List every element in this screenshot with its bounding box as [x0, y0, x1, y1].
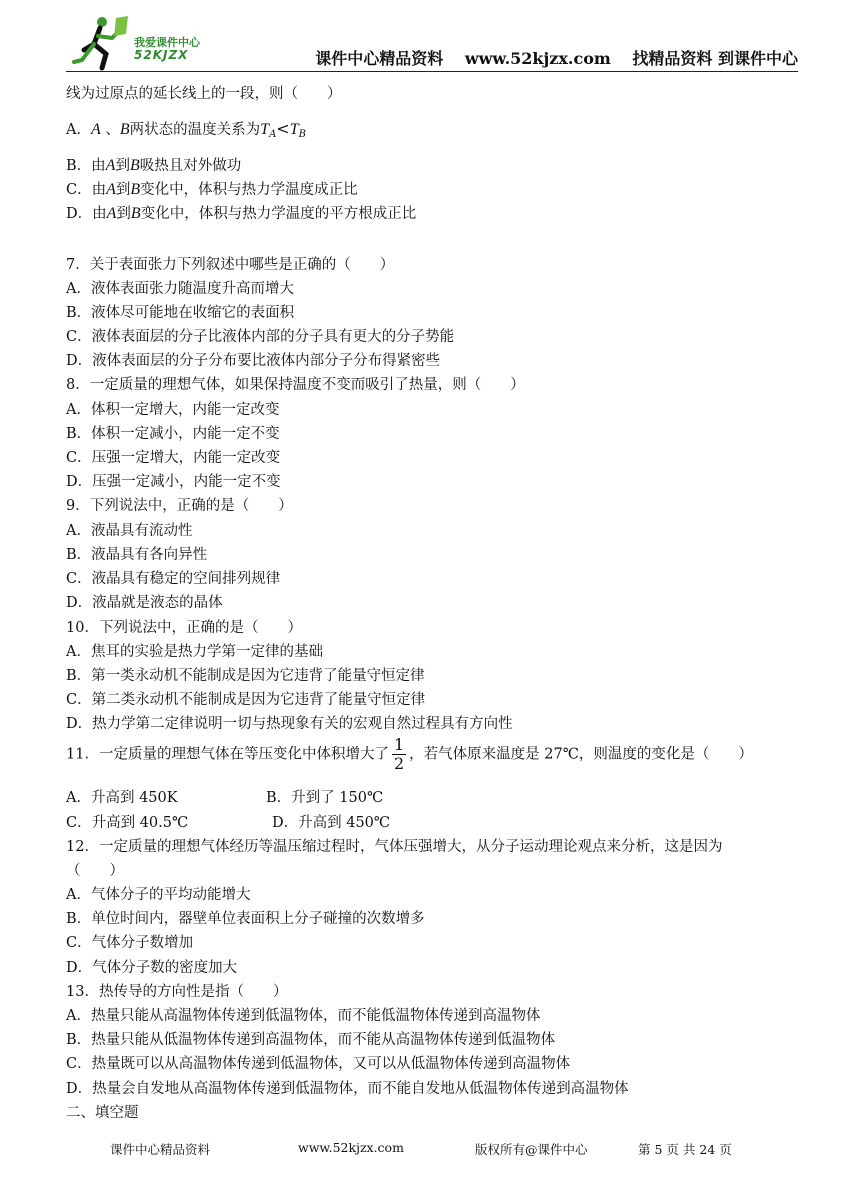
less-than: < [276, 119, 290, 138]
footer-brand: 课件中心精品资料 [110, 1142, 211, 1157]
q11-stem-post: ，若气体原来温度是 27℃，则温度的变化是（ ） [409, 746, 753, 763]
var-t: T [260, 121, 270, 138]
var-a: A [90, 121, 101, 138]
footer-url[interactable]: www.52kjzx.com [298, 1140, 404, 1155]
q10-option-d: D．热力学第二定律说明一切与热现象有关的宏观自然过程具有方向性 [66, 716, 513, 732]
fraction [392, 736, 406, 773]
subscript: B [298, 129, 306, 140]
q6-option-a [66, 118, 306, 140]
var-a: A [106, 181, 116, 198]
q8-option-d: D．压强一定减小，内能一定不变 [66, 474, 281, 490]
q9-stem: 9．下列说法中，正确的是（ ） [66, 498, 293, 514]
q11-option-d: D．升高到 450℃ [272, 815, 391, 831]
option-label: B．由 [66, 158, 106, 174]
q7-option-c: C．液体表面层的分子比液体内部的分子具有更大的分子势能 [66, 329, 455, 345]
option-text: 变化中，体积与热力学温度成正比 [140, 182, 358, 198]
q13-stem: 13．热传导的方向性是指（ ） [66, 984, 288, 1000]
q10-stem: 10．下列说法中，正确的是（ ） [66, 620, 302, 636]
var-b: B [130, 181, 141, 198]
q11-option-c: C．升高到 40.5℃ [66, 815, 189, 831]
fraction-denominator: 2 [393, 754, 405, 773]
option-label: C．由 [66, 182, 107, 198]
connector: 到 [115, 158, 130, 174]
option-label: D．由 [66, 206, 107, 222]
q10-option-c: C．第二类永动机不能制成是因为它违背了能量守恒定律 [66, 692, 426, 708]
logo-text-en: 52KJZX [134, 48, 189, 62]
page-header [66, 14, 798, 76]
q12-stem: 12．一定质量的理想气体经历等温压缩过程时，气体压强增大，从分子运动理论观点来分析，这是因为 [66, 839, 723, 855]
q12-stem-cont: （ ） [66, 863, 124, 879]
q9-option-a: A．液晶具有流动性 [66, 523, 193, 539]
q12-option-a: A．气体分子的平均动能增大 [66, 887, 251, 903]
var-a: A [105, 157, 116, 174]
header-brand: 课件中心精品资料 [315, 49, 444, 68]
q12-option-b: B．单位时间内，器壁单位表面积上分子碰撞的次数增多 [66, 911, 425, 927]
q10-option-a: A．焦耳的实验是热力学第一定律的基础 [66, 644, 323, 660]
connector: 到 [115, 182, 131, 198]
q13-option-b: B．热量只能从低温物体传递到高温物体，而不能从高温物体传递到低温物体 [66, 1032, 556, 1048]
q7-stem: 7．关于表面张力下列叙述中哪些是正确的（ ） [66, 257, 395, 273]
q12-option-c: C．气体分子数增加 [66, 935, 194, 951]
header-url[interactable]: www.52kjzx.com [464, 49, 611, 68]
q13-option-c: C．热量既可以从高温物体传递到低温物体，又可以从低温物体传递到高温物体 [66, 1056, 571, 1072]
q7-option-d: D．液体表面层的分子分布要比液体内部分子分布得紧密些 [66, 353, 441, 369]
q7-option-b: B．液体尽可能地在收缩它的表面积 [66, 305, 295, 321]
q6-option-c [66, 178, 358, 199]
option-text: 吸热且对外做功 [139, 158, 242, 174]
header-title [299, 46, 798, 69]
var-b: B [130, 205, 141, 222]
var-b: B [129, 157, 140, 174]
subscript: A [269, 129, 277, 140]
logo-text-cn: 我爱课件中心 [134, 36, 200, 49]
q8-option-c: C．压强一定增大，内能一定改变 [66, 450, 281, 466]
q12-option-d: D．气体分子数的密度加大 [66, 960, 238, 976]
footer-page-number: 第 5 页 共 24 页 [638, 1142, 732, 1157]
connector: 到 [116, 206, 131, 222]
header-slogan: 找精品资料 到课件中心 [632, 49, 798, 68]
running-man-logo-icon [72, 14, 132, 74]
q9-option-c: C．液晶具有稳定的空间排列规律 [66, 571, 281, 587]
header-divider [66, 71, 798, 72]
q6-option-b [66, 154, 241, 175]
fraction-numerator: 1 [393, 735, 405, 754]
footer-copyright: 版权所有@课件中心 [475, 1142, 588, 1157]
q8-option-b: B．体积一定减小，内能一定不变 [66, 426, 280, 442]
var-b: B [119, 121, 130, 138]
q9-option-d: D．液晶就是液态的晶体 [66, 595, 223, 611]
q13-option-d: D．热量会自发地从高温物体传递到低温物体，而不能自发地从低温物体传递到高温物体 [66, 1081, 629, 1097]
separator: 、 [105, 122, 120, 138]
q8-option-a: A．体积一定增大，内能一定改变 [66, 402, 280, 418]
option-text: 两状态的温度关系为 [129, 122, 261, 138]
option-label: A． [66, 122, 91, 138]
q11-option-a: A．升高到 450K [66, 790, 178, 806]
q11-option-b: B．升到了 150℃ [266, 790, 384, 806]
var-a: A [106, 205, 117, 222]
q11-stem-pre: 11．一定质量的理想气体在等压变化中体积增大了 [66, 746, 389, 763]
q13-option-a: A．热量只能从高温物体传递到低温物体，而不能低温物体传递到高温物体 [66, 1008, 541, 1024]
q10-option-b: B．第一类永动机不能制成是因为它违背了能量守恒定律 [66, 668, 425, 684]
q6-stem-end: 线为过原点的延长线上的一段，则（ ） [66, 86, 342, 102]
q7-option-a: A．液体表面张力随温度升高而增大 [66, 281, 294, 297]
var-t: T [289, 121, 299, 138]
q9-option-b: B．液晶具有各向异性 [66, 547, 208, 563]
q11-stem [66, 736, 753, 773]
option-text: 变化中，体积与热力学温度的平方根成正比 [140, 206, 417, 222]
section-heading-fill-blank: 二、填空题 [66, 1105, 139, 1121]
q6-option-d [66, 202, 416, 223]
q8-stem: 8．一定质量的理想气体，如果保持温度不变而吸引了热量，则（ ） [66, 377, 525, 393]
site-logo [72, 14, 262, 76]
